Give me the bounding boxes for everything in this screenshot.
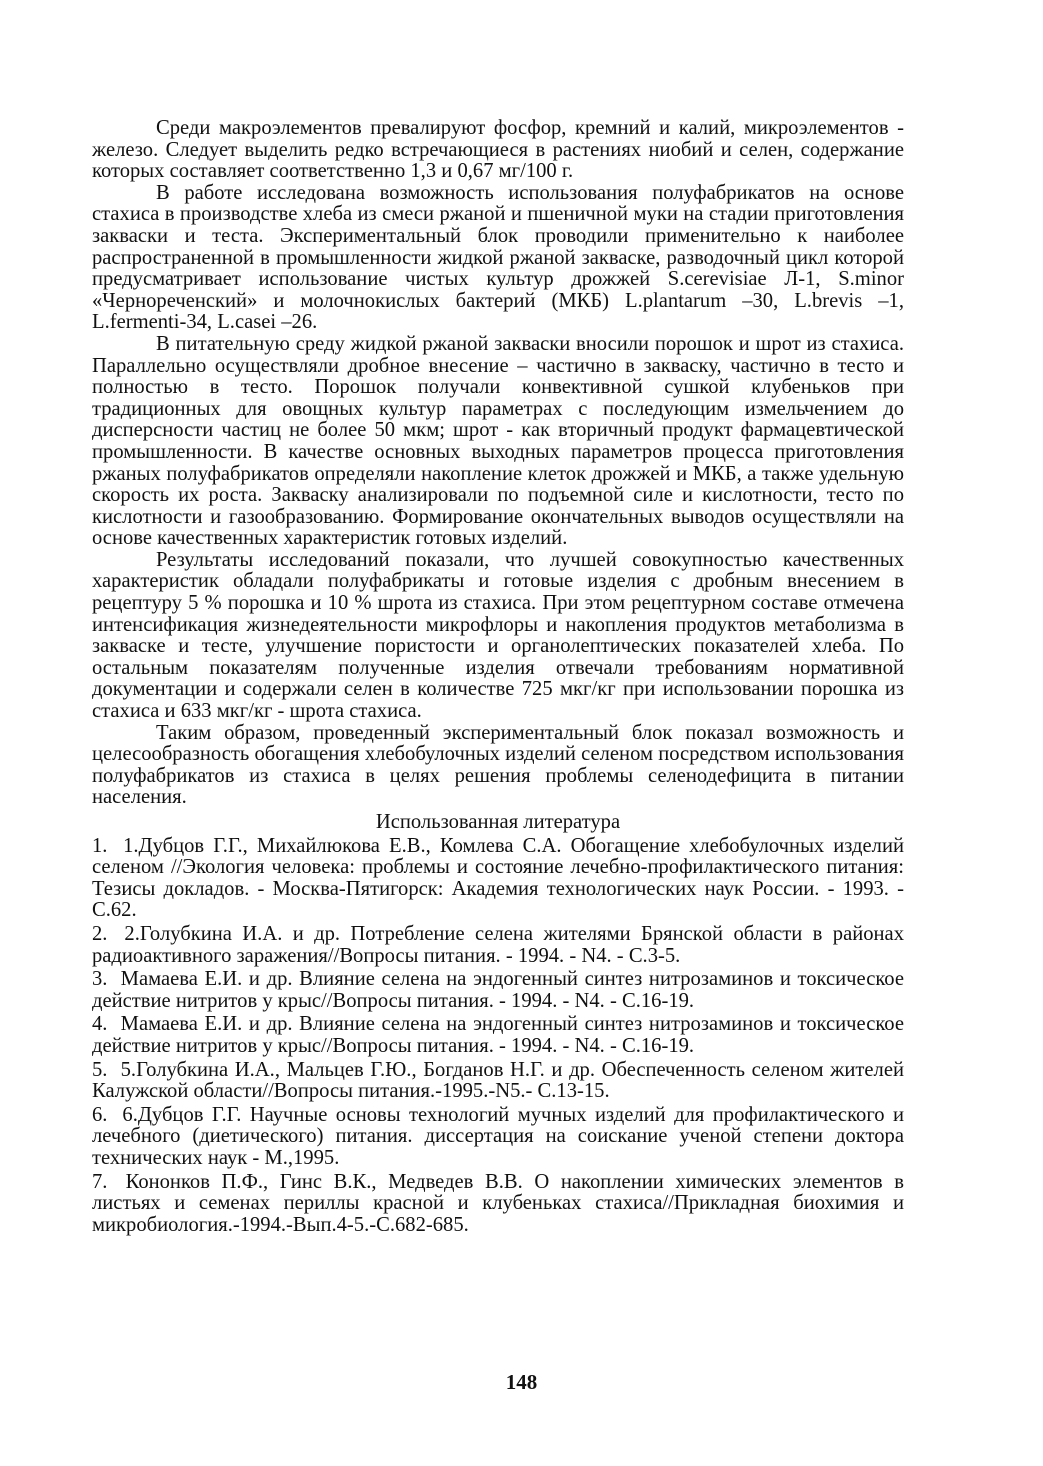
reference-text: Мамаева Е.И. и др. Влияние селена на эндогенный синтез нитрозаминов и токсическое действие нитритов у крыс//Вопросы питания. - 1994. - N4. - С.16-19. <box>92 968 904 1012</box>
reference-item <box>92 969 904 1012</box>
reference-number: 2. <box>92 922 108 945</box>
paragraph-methods: В питательную среду жидкой ржаной закваски вносили порошок и шрот из стахиса. Параллельно осуществляли дробное внесение – частично в закваску, частично в тесто и полностью в тесто. Порошок получали конвективной сушкой клубеньков при традиционных для овощных культур параметрах с последующим измельчением до дисперсности частиц не более 50 мкм; шрот - как вторичный продукт фармацевтической промышленности. В качестве основных выходных параметров процесса приготовления ржаных полуфабрикатов определяли накопление клеток дрожжей и МКБ, а также удельную скорость их роста. Закваску анализировали по подъемной силе и кислотности, тесто по кислотности и газообразованию. Формирование окончательных выводов осуществляли на основе качественных характеристик готовых изделий. <box>92 332 904 550</box>
reference-text: 5.Голубкина И.А., Мальцев Г.Ю., Богданов Н.Г. и др. Обеспеченность селеном жителей Калужской области//Вопросы питания.-1995.-N5.- С.13-15. <box>92 1058 904 1103</box>
page-number: 148 <box>505 1370 538 1394</box>
reference-number: 7. <box>92 1170 108 1193</box>
paragraph-macroelements: Среди макроэлементов превалируют фосфор, кремний и калий, микроэлементов - железо. Следует выделить редко встречающиеся в растениях ниобий и селен, содержание которых составляет соответственно 1,3 и 0,67 мг/100 г. <box>92 117 904 183</box>
reference-number: 3. <box>92 968 108 991</box>
paragraph-research-aim: В работе исследована возможность использования полуфабрикатов на основе стахиса в производстве хлеба из смеси ржаной и пшеничной муки на стадии приготовления закваски и теста. Экспериментальный блок проводили применительно к наиболее распространенной в промышленности жидкой ржаной закваске, разводочный цикл которой предусматривает использование чистых культур дрожжей S.cerevisiae Л-1, S.minor «Чернореченский» и молочнокислых бактерий (МКБ) L.plantarum –30, L.brevis –1, L.fermenti-34, L.casei –26. <box>92 181 904 334</box>
reference-text: Кононков П.Ф., Гинс В.К., Медведев В.В. О накоплении химических элементов в листьях и семенах периллы красной и клубеньках стахиса//Прикладная биохимия и микробиология.-1994.-Вып.4-5.-С.682-685. <box>92 1170 904 1236</box>
references-list <box>92 836 904 1237</box>
reference-text: 2.Голубкина И.А. и др. Потребление селена жителями Брянской области в районах радиоактивного заражения//Вопросы питания. - 1994. - N4. - С.3-5. <box>92 922 904 967</box>
reference-text: Мамаева Е.И. и др. Влияние селена на эндогенный синтез нитрозаминов и токсическое действие нитритов у крыс//Вопросы питания. - 1994. - N4. - С.16-19. <box>92 1013 904 1057</box>
paragraph-conclusion: Таким образом, проведенный экспериментальный блок показал возможность и целесообразность обогащения хлебобулочных изделий селеном посредством использования полуфабрикатов из стахиса в целях решения проблемы селенодефицита в питании населения. <box>92 721 904 809</box>
reference-text: 1.Дубцов Г.Г., Михайлюкова Е.В., Комлева С.А. Обогащение хлебобулочных изделий селеном //Экология человека: проблемы и состояние лечебно-профилактического питания: Тезисы докладов. - Москва-Пятигорск: Академия технологических наук России. - 1993. - С.62. <box>92 834 904 922</box>
reference-number: 1. <box>92 834 108 857</box>
reference-item <box>92 1060 904 1103</box>
reference-number: 5. <box>92 1058 108 1081</box>
reference-item <box>92 1014 904 1057</box>
reference-item <box>92 1105 904 1170</box>
page-content <box>92 118 904 1238</box>
references-heading: Использованная литература <box>375 811 621 833</box>
reference-item <box>92 1172 904 1237</box>
reference-number: 4. <box>92 1013 108 1036</box>
paragraph-results: Результаты исследований показали, что лучшей совокупностью качественных характеристик обладали полуфабрикаты и готовые изделия с дробным внесением в рецептуру 5 % порошка и 10 % шрота из стахиса. При этом рецептурном составе отмечена интенсификация жизнедеятельности микрофлоры и накопления продуктов метаболизма в закваске и тесте, улучшение пористости и органолептических показателей хлеба. По остальным показателям полученные изделия отвечали требованиям нормативной документации и содержали селен в количестве 725 мкг/кг при использовании порошка из стахиса и 633 мкг/кг - шрота стахиса. <box>92 548 904 723</box>
reference-number: 6. <box>92 1103 108 1126</box>
reference-text: 6.Дубцов Г.Г. Научные основы технологий мучных изделий для профилактического и лечебного (диетического) питания. диссертация на соискание ученой степени доктора технических наук - М.,1995. <box>92 1103 904 1169</box>
reference-item <box>92 836 904 922</box>
reference-item <box>92 924 904 967</box>
